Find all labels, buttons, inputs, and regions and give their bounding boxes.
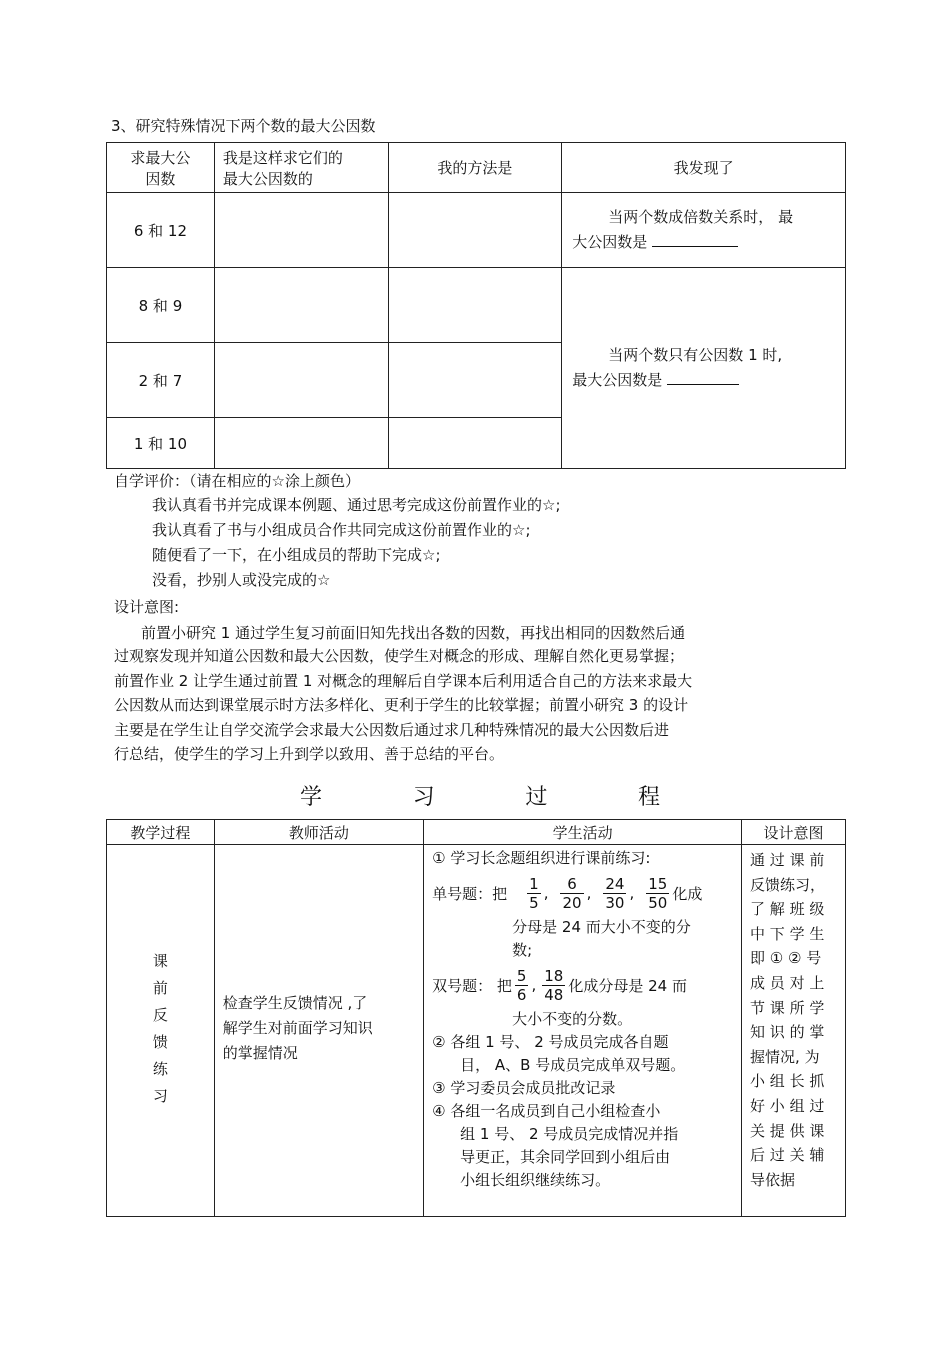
heading-char: 学 — [300, 785, 323, 810]
design-intent-line: 过观察发现并知道公因数和最大公因数，使学生对概念的形成、理解自然化更易掌握； — [114, 647, 685, 665]
learning-process-table — [106, 819, 846, 1217]
heading-char: 程 — [637, 785, 660, 810]
answer-cell[interactable] — [214, 418, 388, 469]
header-cell: 我的方法是 — [388, 143, 562, 193]
method-cell[interactable] — [388, 343, 562, 418]
finding-cell: 当两个数成倍数关系时， 最 大公因数是 — [562, 193, 846, 268]
student-activity-cell: ① 学习长念题组织进行课前练习: 单号题：把 $\frac{1}{5}$ , $\frac{6}{20}$ , $\frac{24}{30}$ , $\frac{15}{50}$ 化成 分母是 24 而大小不变的分 数; 双号题： 把 $\frac{5}{6}$ , $\frac{18}{48}$ 化成分母是 24 而 大小不变的分数。 ② 各组 1 号、 2 号成员完成各自题 目， A、B 号成员完成单双号题。 ③ 学习委员会成员批改记录 ④ 各组一名成员到自己小组检查小 组 1 号、 2 号成员完成情况并指 导更正，其余同学回到小组后由 小组长组织继续练习。 — [424, 845, 742, 1217]
self-eval-item: 随便看了一下，在小组成员的帮助下完成☆; — [152, 546, 441, 564]
finding-cell: 当两个数只有公因数 1 时, 最大公因数是 — [562, 268, 846, 469]
method-cell[interactable] — [388, 418, 562, 469]
design-intent-line: 主要是在学生让自学交流学会求最大公因数后通过求几种特殊情况的最大公因数后进 — [114, 721, 670, 739]
answer-cell[interactable] — [214, 343, 388, 418]
pair-cell: 2 和 7 — [107, 343, 215, 418]
answer-cell[interactable] — [214, 268, 388, 343]
design-intent-line: 行总结，使学生的学习上升到学以致用、善于总结的平台。 — [114, 745, 505, 763]
pair-cell: 8 和 9 — [107, 268, 215, 343]
answer-cell[interactable] — [214, 193, 388, 268]
pair-cell: 1 和 10 — [107, 418, 215, 469]
method-cell[interactable] — [388, 193, 562, 268]
design-intent-title: 设计意图: — [114, 598, 180, 616]
process-heading — [300, 780, 660, 811]
answer-blank[interactable] — [667, 370, 739, 385]
self-eval-item: 我认真看了书与小组成员合作共同完成这份前置作业的☆; — [152, 521, 531, 539]
header-cell: 设计意图 — [742, 820, 846, 845]
header-cell: 教师活动 — [214, 820, 423, 845]
section3-title: 3、研究特殊情况下两个数的最大公因数 — [111, 117, 376, 135]
header-cell: 求最大公 因数 — [107, 143, 215, 193]
self-eval-item: 没看，抄别人或没完成的☆ — [152, 571, 331, 589]
heading-char: 过 — [525, 785, 548, 810]
pair-cell: 6 和 12 — [107, 193, 215, 268]
design-intent-cell: 通 过 课 前 反馈练习， 了 解 班 级 中 下 学 生 即 ① ② 号 成 员 对 上 节 课 所 学 知 识 的 掌 握情况, 为 小 组 长 抓 好 小 组 过 关 提 供 课 后 过 关 辅 导依据 — [742, 845, 846, 1217]
self-eval-title: 自学评价：（请在相应的☆涂上颜色） — [114, 472, 360, 490]
heading-char: 习 — [412, 785, 435, 810]
design-intent-line: 前置作业 2 让学生通过前置 1 对概念的理解后自学课本后利用适合自己的方法来求最大 — [114, 672, 693, 690]
header-cell: 我发现了 — [562, 143, 846, 193]
self-eval-item: 我认真看书并完成课本例题、通过思考完成这份前置作业的☆; — [152, 496, 561, 514]
gcd-table — [106, 142, 846, 469]
design-intent-line: 公因数从而达到课堂展示时方法多样化、更利于学生的比较掌握；前置小研究 3 的设计 — [114, 696, 689, 714]
method-cell[interactable] — [388, 268, 562, 343]
answer-blank[interactable] — [652, 232, 738, 247]
design-intent-line: 前置小研究 1 通过学生复习前面旧知先找出各数的因数，再找出相同的因数然后通 — [141, 624, 686, 642]
teacher-activity-cell: 检查学生反馈情况 ,了 解学生对前面学习知识 的掌握情况 — [214, 845, 423, 1217]
stage-cell: 课 前 反 馈 练 习 — [107, 845, 215, 1217]
header-cell: 我是这样求它们的 最大公因数的 — [214, 143, 388, 193]
header-cell: 教学过程 — [107, 820, 215, 845]
header-cell: 学生活动 — [424, 820, 742, 845]
